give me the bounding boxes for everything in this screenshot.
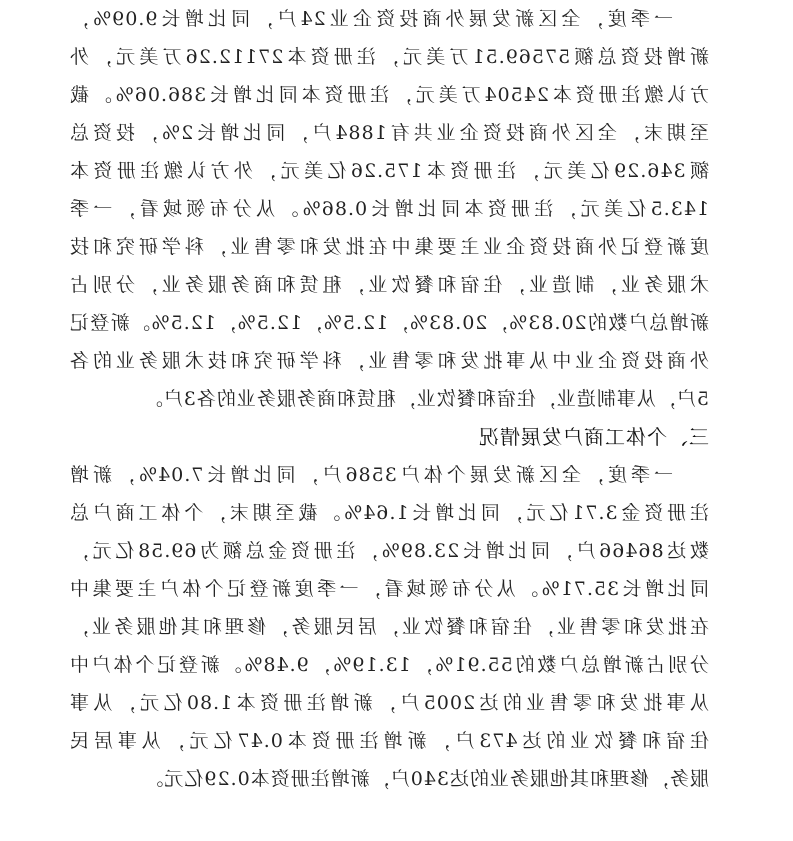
paragraph-line: 术服务业，制造业，住宿和餐饮业，租赁和商务服务业，分别占	[69, 274, 709, 296]
section-heading: 三、个体工商户发展情况	[478, 425, 709, 449]
paragraph-line: 分别占新增总户数的55.91%，13.19%，9.48%。新登记个体户中	[69, 654, 709, 676]
paragraph-line: 注册资金3.71亿元，同比增长1.64%。截至期末，个体工商户总	[69, 502, 709, 524]
paragraph-line: 住宿和餐饮业的达473户，新增注册资本0.47亿元，从事居民	[69, 730, 709, 752]
paragraph-line: 新增投资总额57569.51万美元，注册资本27112.26万美元，外	[69, 46, 709, 68]
paragraph-line: 一季度，全区新发展外商投资企业24户，同比增长9.09%，	[69, 8, 673, 30]
paragraph-line: 从事批发和零售业的达2005户，新增注册资本1.80亿元，从事	[69, 692, 709, 714]
paragraph-line: 额346.29亿美元，注册资本175.26亿美元，外方认缴注册资本	[69, 160, 709, 182]
paragraph-line: 数达86466户，同比增长23.89%，注册资金总额为69.58亿元，	[69, 540, 709, 562]
paragraph-line: 度新登记外商投资企业主要集中在批发和零售业，科学研究和技	[69, 236, 709, 258]
paragraph-line: 143.5亿美元，注册资本同比增长0.86%。从分布领域看，一季	[69, 198, 709, 220]
paragraph-line: 一季度，全区新发展个体户3586户，同比增长7.04%，新增	[69, 464, 673, 486]
paragraph-line: 在批发和零售业，住宿和餐饮业，居民服务，修理和其他服务业，	[69, 616, 709, 638]
paragraph-line: 新增总户数的20.83%，20.83%，12.5%，12.5%，12.5%。新登记	[69, 312, 709, 334]
paragraph-line: 外商投资企业中从事批发和零售业，科学研究和技术服务业的各	[69, 350, 709, 372]
paragraph-line: 方认缴注册资本24504万美元，注册资本同比增长386.06%。截	[69, 84, 709, 106]
paragraph-line: 同比增长35.71%。从分布领域看，一季度新登记个体户主要集中	[69, 578, 709, 600]
paragraph-line: 服务，修理和其他服务业的达340户，新增注册资本0.29亿元。	[143, 768, 709, 790]
paragraph-line: 至期末，全区外商投资企业共有1884户，同比增长2%，投资总	[69, 122, 709, 144]
paragraph-line: 5户，从事制造业，住宿和餐饮业，租赁和商务服务业的各3户。	[142, 388, 709, 410]
